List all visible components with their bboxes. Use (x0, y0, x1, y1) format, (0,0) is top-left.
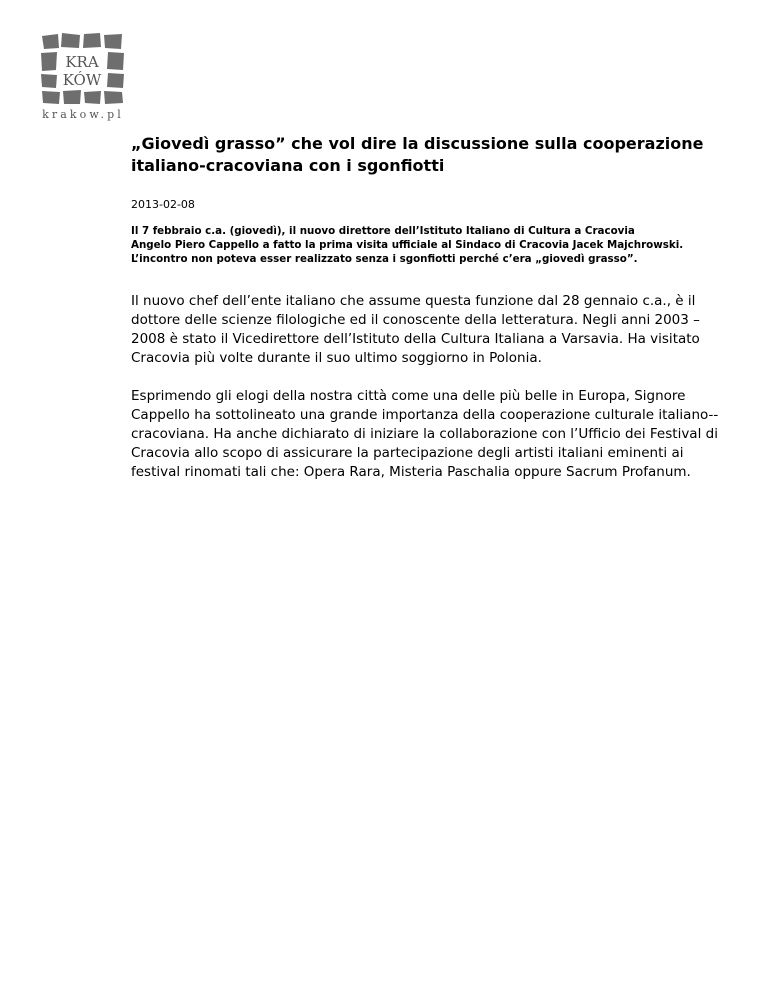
article-lead: Il 7 febbraio c.a. (giovedì), il nuovo direttore dell’Istituto Italiano di Cultura a Cracovia Angelo Piero Cappello a fatto la prima visita ufficiale al Sindaco di Cracovia Jacek Majchrowski. L’incontro non poteva esser realizzato senza i sgonfiotti perché c’era „giovedì grasso”. (131, 225, 684, 265)
body-paragraph: Il nuovo chef dell’ente italiano che assume questa funzione dal 28 gennaio c.a., è il dottore delle scienze filologiche ed il conoscente della letteratura. Negli anni 2003 – 2008 è stato il Vicedirettore dell’Istituto della Cultura Italiana a Varsavia. Ha visitato Cracovia più volte durante il suo ultimo soggiorno in Polonia. (131, 293, 700, 366)
article-title: „Giovedì grasso” che vol dire la discussione sulla cooperazione italiano-cracoviana con i sgonfiotti (131, 134, 704, 175)
krakow-logo (38, 30, 128, 122)
article (131, 133, 731, 482)
body-paragraph: Esprimendo gli elogi della nostra città come una delle più belle in Europa, Signore Cappello ha sottolineato una grande importanza della cooperazione culturale italiano--cracoviana. Ha anche dichiarato di iniziare la collaborazione con l’Ufficio dei Festival di Cracovia allo scopo di assicurare la partecipazione degli artisti italiani eminenti ai festival rinomati tali che: Opera Rara, Misteria Paschalia oppure Sacrum Profanum. (131, 388, 719, 480)
logo-caption: krakow.pl (42, 108, 124, 121)
article-date: 2013-02-08 (131, 198, 195, 211)
logo-mosaic (38, 30, 128, 106)
article-body (131, 292, 731, 482)
logo-text-line1: KRA (65, 53, 99, 71)
logo-text-line2: KÓW (62, 71, 102, 89)
